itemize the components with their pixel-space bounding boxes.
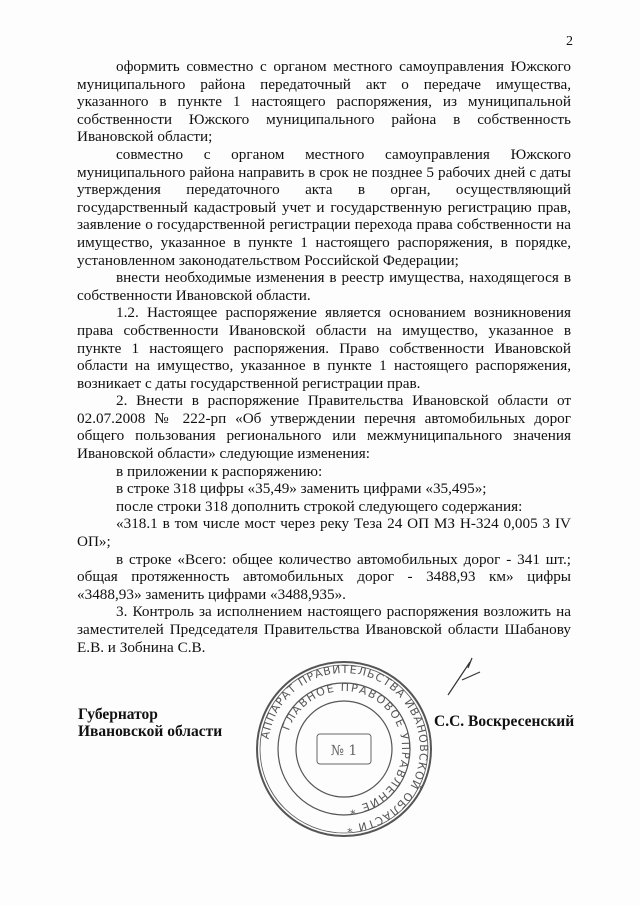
signature-title: [78, 706, 222, 740]
svg-text:АППАРАТ ПРАВИТЕЛЬСТВА ИВАНОВСК: АППАРАТ ПРАВИТЕЛЬСТВА ИВАНОВСКОЙ ОБЛАСТИ *: [258, 662, 431, 836]
paragraph: 2. Внести в распоряжение Правительства Ивановской области от 02.07.2008 № 222-рп «Об утверждении перечня автомобильных дорог общего пользования регионального или межмуниципального значения Ивановской области» следующие изменения:: [77, 392, 571, 463]
official-seal: [255, 660, 433, 838]
signature-title-line: Ивановской области: [78, 723, 223, 740]
paragraph: совместно с органом местного самоуправления Южского муниципального района направить в срок не позднее 5 рабочих дней с даты утверждения передаточного акта в орган, осуществляющий государственный кадастровый учет и государственную регистрацию прав, заявление о государственной регистрации перехода права собственности на имущество, указанное в пункте 1 настоящего распоряжения, в порядке, установленном законодательством Российской Федерации;: [77, 145, 571, 269]
paragraph: в приложении к распоряжению:: [116, 462, 323, 480]
page-number: 2: [566, 34, 573, 49]
paragraph: внести необходимые изменения в реестр имущества, находящегося в собственности Ивановской области.: [77, 269, 571, 304]
svg-text:ГЛАВНОЕ ПРАВОВОЕ УПРАВЛЕНИЕ *: ГЛАВНОЕ ПРАВОВОЕ УПРАВЛЕНИЕ *: [279, 680, 413, 817]
paragraph: 1.2. Настоящее распоряжение является основанием возникновения права собственности Ивановской области на имущество, указанное в пункте 1 настоящего распоряжения. Право собственности Ивановской области на имущество, указанное в пункте 1 настоящего распоряжения, возникает с даты государственной регистрации прав.: [77, 304, 571, 392]
signer-name: С.С. Воскресенский: [434, 713, 575, 730]
paragraph: «318.1 в том числе мост через реку Теза 24 ОП МЗ Н-324 0,005 3 IV ОП»;: [77, 515, 571, 551]
svg-text:№ 1: № 1: [330, 743, 358, 759]
paragraph: после строки 318 дополнить строкой следующего содержания:: [116, 497, 523, 515]
handwritten-signature: [440, 650, 500, 700]
paragraph: оформить совместно с органом местного самоуправления Южского муниципального района передаточный акт о передаче имущества, указанного в пункте 1 настоящего распоряжения, из муниципальной собственности Южского муниципального района в собственность Ивановской области;: [77, 58, 571, 146]
paragraph: в строке 318 цифры «35,49» заменить цифрами «35,495»;: [116, 480, 487, 498]
paragraph: 3. Контроль за исполнением настоящего распоряжения возложить на заместителей Председателя Правительства Ивановской области Шабанову Е.В. и Зобнина С.В.: [77, 603, 571, 656]
document-body: [77, 58, 571, 656]
signature-title-line: Губернатор: [78, 706, 158, 723]
paragraph: в строке «Всего: общее количество автомобильных дорог - 341 шт.; общая протяженность автомобильных дорог - 3488,93 км» цифры «3488,93» заменить цифрами «3488,935».: [77, 550, 571, 603]
